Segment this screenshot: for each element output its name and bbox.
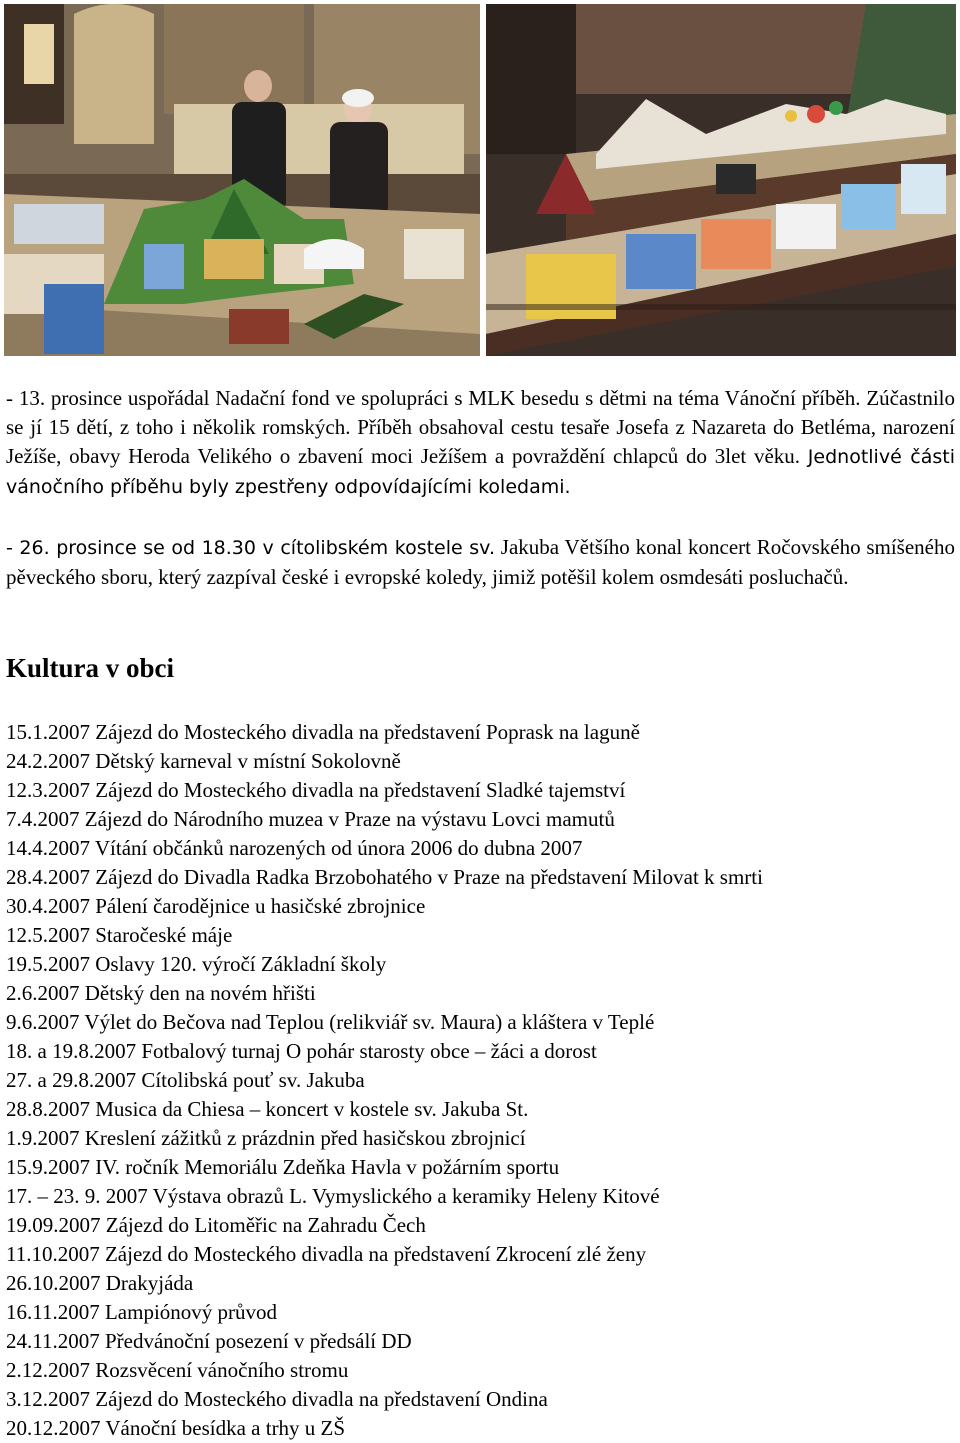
event-item: 26.10.2007 Drakyjáda <box>6 1271 194 1295</box>
event-item: 28.4.2007 Zájezd do Divadla Radka Brzobohatého v Praze na představení Milovat k smrti <box>6 865 763 889</box>
event-item: 24.11.2007 Předvánoční posezení v předsálí DD <box>6 1329 412 1353</box>
photo-nativity-exhibition-left <box>4 4 480 356</box>
event-item: 12.3.2007 Zájezd do Mosteckého divadla na představení Sladké tajemství <box>6 778 626 802</box>
section-heading: Kultura v obci <box>6 653 175 683</box>
paragraph-vanocni-pribeh <box>6 384 955 502</box>
event-item: 1.9.2007 Kreslení zážitků z prázdnin před hasičskou zbrojnicí <box>6 1126 526 1150</box>
event-item: 15.1.2007 Zájezd do Mosteckého divadla na představení Poprask na laguně <box>6 720 640 744</box>
event-item: 27. a 29.8.2007 Cítolibská pouť sv. Jakuba <box>6 1068 365 1092</box>
event-item: 14.4.2007 Vítání občánků narozených od února 2006 do dubna 2007 <box>6 836 583 860</box>
event-list <box>6 718 763 1443</box>
event-item: 3.12.2007 Zájezd do Mosteckého divadla na představení Ondina <box>6 1387 548 1411</box>
paragraph-text: - 13. prosince uspořádal Nadační fond ve spolupráci s MLK besedu s dětmi na téma Vánoční příběh. Zúčastnilo se jí 15 dětí, z toho i několik romských. Příběh obsahoval cestu tesaře Josefa z Nazareta do Betléma, narození Ježíše, obavy Heroda Velikého o zbavení moci Ježíšem a povraždění chlapců do 3let věku. <box>6 386 955 468</box>
event-item: 19.5.2007 Oslavy 120. výročí Základní školy <box>6 952 387 976</box>
event-item: 12.5.2007 Staročeské máje <box>6 923 233 947</box>
event-item: 17. – 23. 9. 2007 Výstava obrazů L. Vymyslického a keramiky Heleny Kitové <box>6 1184 660 1208</box>
paragraph-text: Jednotlivé části vánočního příběhu byly zpestřeny odpovídajícími koledami. <box>6 446 955 498</box>
event-item: 15.9.2007 IV. ročník Memoriálu Zdeňka Havla v požárním sportu <box>6 1155 560 1179</box>
event-item: 2.6.2007 Dětský den na novém hřišti <box>6 981 316 1005</box>
event-item: 7.4.2007 Zájezd do Národního muzea v Praze na výstavu Lovci mamutů <box>6 807 615 831</box>
paragraph-text: Jakuba Většího konal koncert Ročovského smíšeného pěveckého sboru, který zazpíval české i evropské koledy, jimiž potěšil kolem osmdesáti posluchačů. <box>6 535 955 589</box>
event-item: 11.10.2007 Zájezd do Mosteckého divadla na představení Zkrocení zlé ženy <box>6 1242 647 1266</box>
event-item: 20.12.2007 Vánoční besídka a trhy u ZŠ <box>6 1416 346 1440</box>
paragraph-koncert <box>6 533 955 592</box>
event-item: 9.6.2007 Výlet do Bečova nad Teplou (relikviář sv. Maura) a kláštera v Teplé <box>6 1010 655 1034</box>
paragraph-text: - 26. prosince se od 18.30 v cítolibském kostele sv. <box>6 537 495 559</box>
event-item: 28.8.2007 Musica da Chiesa – koncert v kostele sv. Jakuba St. <box>6 1097 529 1121</box>
event-item: 18. a 19.8.2007 Fotbalový turnaj O pohár starosty obce – žáci a dorost <box>6 1039 597 1063</box>
event-item: 24.2.2007 Dětský karneval v místní Sokolovně <box>6 749 401 773</box>
photo-nativity-exhibition-right <box>486 4 956 356</box>
event-item: 30.4.2007 Pálení čarodějnice u hasičské zbrojnice <box>6 894 426 918</box>
event-item: 19.09.2007 Zájezd do Litoměřic na Zahradu Čech <box>6 1213 426 1237</box>
event-item: 2.12.2007 Rozsvěcení vánočního stromu <box>6 1358 349 1382</box>
event-item: 16.11.2007 Lampiónový průvod <box>6 1300 278 1324</box>
